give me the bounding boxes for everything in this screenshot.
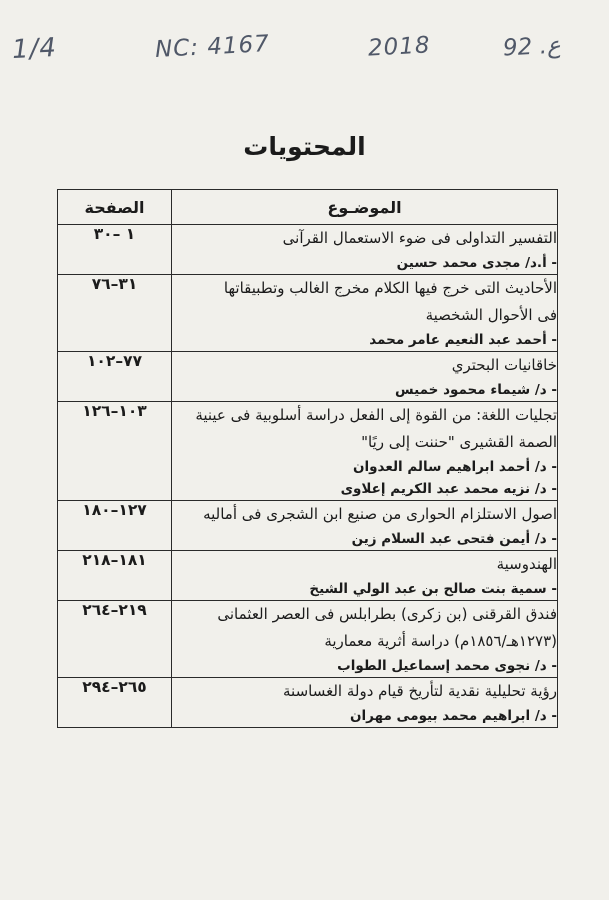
topic-cell [172, 551, 558, 601]
article-title: الصمة القشيرى "حننت إلى ريًا" [361, 433, 557, 451]
article-title: الهندوسية [496, 555, 557, 573]
table-row [58, 501, 558, 551]
article-title: (١٢٧٣هـ/١٨٥٦م) دراسة أثرية معمارية [324, 632, 557, 650]
article-title: رؤية تحليلية نقدية لتأريخ قيام دولة الغساسنة [283, 682, 557, 700]
article-title: فندق القرقنى (بن زكرى) بطرابلس فى العصر العثمانى [217, 605, 557, 623]
table-row [58, 601, 558, 678]
page-range: ١٢٧–١٨٠ [58, 501, 172, 551]
article-title: فى الأحوال الشخصية [425, 306, 557, 324]
topic-cell [172, 225, 558, 275]
article-author: - د/ ابراهيم محمد بيومى مهران [350, 708, 557, 724]
contents-table [57, 189, 558, 728]
article-title: خاقانيات البحتري [451, 356, 557, 374]
article-author: - د/ شيماء محمود خميس [395, 382, 557, 398]
article-author: - د/ أحمد ابراهيم سالم العدوان [352, 459, 557, 475]
article-author: - د/ نجوى محمد إسماعيل الطواب [337, 658, 557, 674]
topic-cell [172, 601, 558, 678]
table-row [58, 678, 558, 728]
article-author: - د/ نزيه محمد عبد الكريم إعلاوى [340, 481, 557, 497]
page-range: ٢٦٥–٢٩٤ [58, 678, 172, 728]
contents-table-body [58, 225, 558, 728]
table-header-row [58, 190, 558, 225]
table-row [58, 275, 558, 352]
article-author: - سمية بنت صالح بن عبد الولي الشيخ [309, 581, 557, 597]
article-title: التفسير التداولى فى ضوء الاستعمال القرآنى [282, 229, 557, 247]
column-header-topic: الموضـوع [172, 190, 558, 225]
article-title: تجليات اللغة: من القوة إلى الفعل دراسة أسلوبية فى عينية [195, 406, 557, 424]
page-range: ٧٧–١٠٢ [58, 352, 172, 402]
article-author: - أ.د/ مجدى محمد حسين [396, 255, 557, 271]
page-range: ١٨١–٢١٨ [58, 551, 172, 601]
handwritten-corner-mark: 1/4 [11, 32, 58, 66]
topic-cell [172, 275, 558, 352]
topic-cell [172, 501, 558, 551]
table-row [58, 225, 558, 275]
handwritten-code: NC: 4167 [154, 31, 271, 63]
handwritten-year: 2018 [367, 32, 432, 62]
page-title: المحتويات [243, 132, 366, 161]
article-author: - د/ أيمن فتحى عبد السلام زين [351, 531, 557, 547]
article-title: الأحاديث التى خرج فيها الكلام مخرج الغالب وتطبيقاتها [223, 279, 557, 297]
article-title: اصول الاستلزام الحوارى من صنيع ابن الشجرى فى أماليه [203, 505, 557, 523]
page-range: ٢١٩–٢٦٤ [58, 601, 172, 678]
table-row [58, 352, 558, 402]
page-range: ١ –٣٠ [58, 225, 172, 275]
topic-cell [172, 678, 558, 728]
table-row [58, 551, 558, 601]
page-range: ٣١–٧٦ [58, 275, 172, 352]
page-range: ١٠٣–١٢٦ [58, 402, 172, 501]
handwritten-number: ع. 92 [502, 32, 562, 62]
column-header-page: الصفحة [58, 190, 172, 225]
table-row [58, 402, 558, 501]
topic-cell [172, 352, 558, 402]
article-author: - أحمد عبد النعيم عامر محمد [369, 332, 557, 348]
topic-cell [172, 402, 558, 501]
